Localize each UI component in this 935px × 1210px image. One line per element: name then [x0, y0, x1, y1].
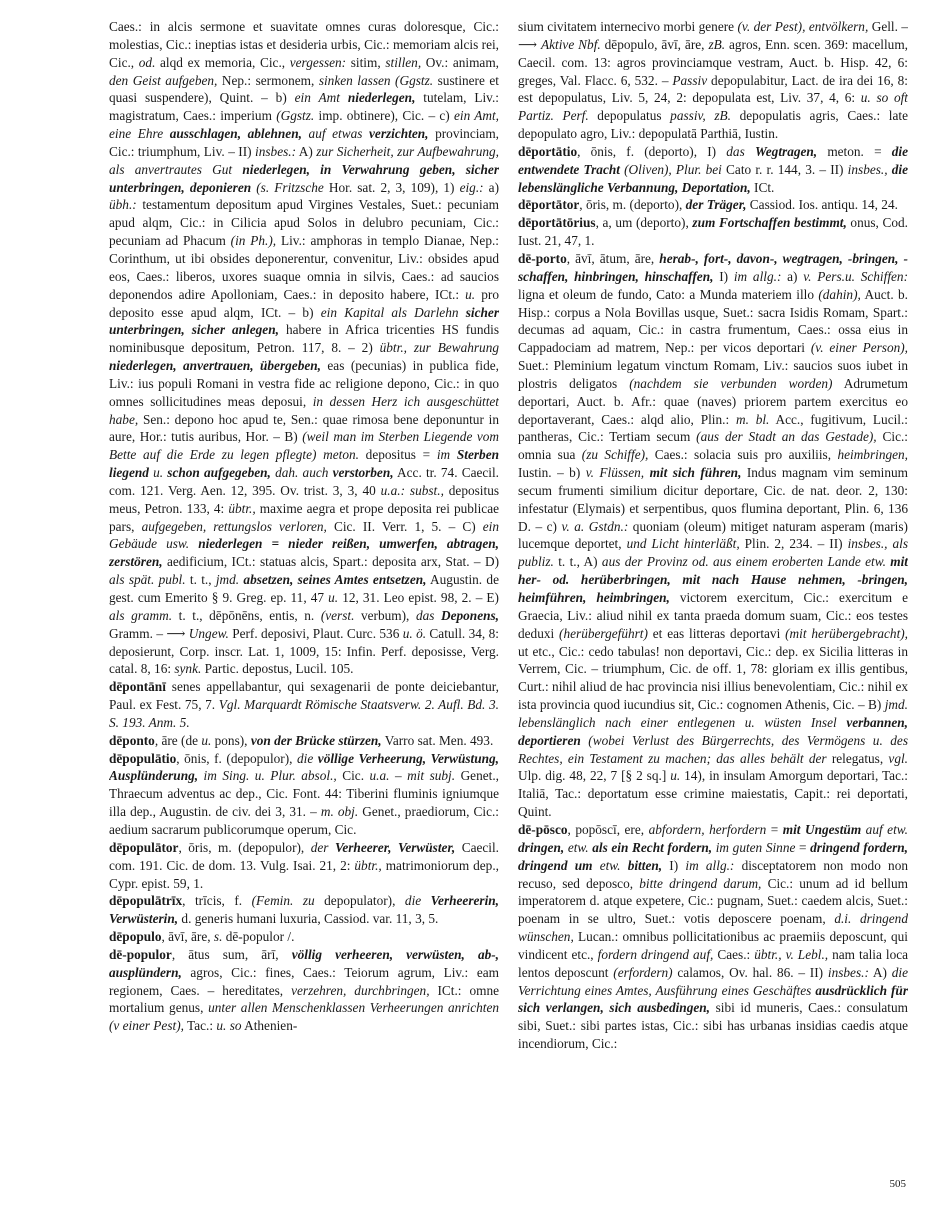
- left-column: [109, 18, 499, 1184]
- left-entry: dēponto, āre (de u. pons), von der Brücke stürzen, Varro sat. Men. 493.: [109, 732, 494, 748]
- right-entry: dē-pōsco, popōscī, ere, abfordern, herfordern = mit Ungestüm auf etw. dringen, etw. als ein Recht fordern, im guten Sinne = dringend fordern, dringend um etw. bitten, I) im allg.: disceptatorem non modo non recuso, sed deposco, bitte dringend darum, Cic.: unum ad id bellum imperatorem d. atque expetere, Cic.: pugnam, Suet.: caedem alcis, Suet.: poenam in se ultro, Suet.: votis deposcere poenam, d.i. dringend wünschen, Lucan.: omnibus pollicitationibus ac praemiis deposcunt, qui vindicent etc., fordern dringend auf, Caes.: übtr., v. Lebl., nam talia loca lentos deposcunt (erfordern) calamos, Ov. hal. 86. – II) insbes.: A) die Verrichtung eines Amtes, Ausführung eines Geschäftes ausdrücklich für sich verlangen, sich ausbedingen, sibi id muneris, Caes.: consulatum sibi, Suet.: sibi partes istas, Cic.: sibi has urbanas insidias caedis atque incendiorum, Cic.:: [518, 821, 908, 1052]
- right-entry: dēportātor, ōris, m. (deporto), der Träger, Cassiod. Ios. antiqu. 14, 24.: [518, 197, 898, 213]
- left-entry: dēpopulātrīx, trīcis, f. (Femin. zu depopulator), die Verheererin, Verwüsterin, d. generis humani luxuria, Cassiod. var. 11, 3, 5.: [109, 893, 499, 927]
- right-column: [518, 18, 908, 1184]
- right-entry: dē-porto, āvī, ātum, āre, herab-, fort-, davon-, wegtragen, -bringen, -schaffen, hinbringen, hinschaffen, I) im allg.: a) v. Pers.u. Schiffen: ligna et oleum de fundo, Cato: a Munda materiem illo (dahin), Auct. b. Hisp.: corpus a Nola Bovillas usque, Suet.: sacra Isidis Romam, Spart.: decumas ad aquam, Cic.: in castra frumentum, Caes.: ossa eius in Cappadociam ad matrem, Nep.: per vicos deportari (v. einer Person), Suet.: Pleminium legatum vinctum Romam, Liv.: saucios suos iubet in plostris deligatos (nachdem sie verbunden worden) Adrumetum deportari, Auct. b. Afr.: quae (naves) priorem partem exercitus eo deportaverant, Caes.: alqd alio, Plin.: m. bl. Acc., fugitivum, Lucil.: pantheras, Cic.: Tertiam secum (aus der Stadt an das Gestade), Cic.: omnia sua (zu Schiffe), Caes.: solacia suis pro auxiliis, heimbringen, Iustin. – b) v. Flüssen, mit sich führen, Indus magnam vim seminum secum frumenti similium dicitur deportare, Cic. de nat. deor. 2, 130: infestatur (Elymais) et serpentibus, quos flumina deportant, Plin. 6, 136 D. – c) v. a. Gstdn.: quoniam (oleum) mitiget naturam asperam (maris) lucemque deportet, und Licht hinterläßt, Plin. 2, 234. – II) insbes., als publiz. t. t., A) aus der Provinz od. aus einem eroberten Lande etw. mit her- od. herüberbringen, mit nach Hause nehmen, -bringen, heimführen, heimbringen, victorem exercitum, Cic.: exercitum e Graecia, Liv.: aliud nihil ex tanta praeda domum suam, Cic.: eos testes deduxi (herübergeführt) et eas litteras deportavi (mit herübergebracht), ut etc., Cic.: cedo tabulas! non deportavi, Cic.: dep. ex Sicilia litteras in Verrem, Cic. – triumphum, Cic. de off. 1, 78: gloriam ex illis gentibus, Curt.: nihil aliud de hac provincia nisi illius benevolentiam, Cic.: nihil ex ista provincia quod iucundius sit, Cic.: cognomen Athenis, Cic. – B) jmd. lebenslänglich nach einer entlegenen u. wüsten Insel verbannen, deportieren (wobei Verlust des Bürgerrechts, des Vermögens u. des Rechtes, ein Testament zu machen; das alles behält der relegatus, vgl. Ulp. dig. 48, 22, 7 [§ 2 sq.] u. 14), in insulam Amorgum deportari, Tac.: Italiā, Tac.: deportatum esse crimine maiestatis, Capit.: rei deportati, Quint.: [518, 250, 908, 820]
- left-entry: dēpopulātio, ōnis, f. (depopulor), die völlige Verheerung, Verwüstung, Ausplünderung, im Sing. u. Plur. absol., Cic. u.a. – mit subj. Genet., Thraecum adventus ac dep., Cic. Font. 44: Tiberini fluminis igniumque illa dep., Augustin. de civ. dei 3, 31. – m. obj. Genet., praediorum, Cic.: aedium sacrarum publicorumque operum, Cic.: [109, 750, 499, 837]
- right-entry: dēportātōrius, a, um (deporto), zum Fortschaffen bestimmt, onus, Cod. Iust. 21, 47, 1.: [518, 215, 908, 249]
- left-entry: dē-populor, ātus sum, ārī, völlig verheeren, verwüsten, ab-, ausplündern, agros, Cic.: fines, Caes.: Teiorum agrum, Liv.: eam regionem, Caes. – hereditates, verzehren, durchbringen, ICt.: omne mortalium genus, unter allen Menschenklassen Verheerungen anrichten (v einer Pest), Tac.: u. so Athenien-: [109, 946, 499, 1034]
- left-entry: Caes.: in alcis sermone et suavitate omnes curas doloresque, Cic.: molestias, Cic.: ineptias istas et desideria urbis, Cic.: memoriam alcis rei, Cic., od. alqd ex memoria, Cic., vergessen: sitim, stillen, Ov.: animam, den Geist aufgeben, Nep.: sermonem, sinken lassen (Ggstz. sustinere et quasi suspendere), Quint. – b) ein Amt niederlegen, tutelam, Liv.: magistratum, Caes.: imperium (Ggstz. imp. obtinere), Cic. – c) ein Amt, eine Ehre ausschlagen, ablehnen, auf etwas verzichten, provinciam, Cic.: triumphum, Liv. – II) insbes.: A) zur Sicherheit, zur Aufbewahrung, als anvertrautes Gut niederlegen, in Verwahrung geben, sicher unterbringen, deponieren (s. Fritzsche Hor. sat. 2, 3, 109), 1) eig.: a) übh.: testamentum depositum apud Virgines Vestales, Suet.: pecuniam apud alqm, Cic.: in Cilicia apud Solos in delubro pecuniam, Cic.: pecuniam ad Phacum (in Ph.), Liv.: amphoras in templo Dianae, Nep.: Corinthum, ut ibi obsides deponerentur, convenitur, Liv.: obsides apud eos, Caes.: liberos, uxores suaque omnia in silvis, Caes.: ad saucios deponendos adire Apolloniam, Caes.: in deposito habere, ICt.: u. pro deposito esse apud alqm, ICt. – b) ein Kapital als Darlehn sicher unterbringen, sicher anlegen, habere in Africa tricenties HS fundis nominibusque depositum, Petron. 117, 8. – 2) übtr., zur Bewahrung niederlegen, anvertrauen, übergeben, eas (pecunias) in publica fide, Liv.: ius populi Romani in vestra fide ac religione depono, Cic.: in quo omnes sollicitudines meas deposui, in dessen Herz ich ausgeschüttet habe, Sen.: depono hoc apud te, Sen.: quae rimosa bene deponuntur in aure, Hor.: tutis auribus, Hor. – B) (weil man im Sterben Liegende vom Bette auf die Erde zu legen pflegte) meton. depositus = im Sterben liegend u. schon aufgegeben, dah. auch verstorben, Acc. tr. 74. Caecil. com. 121. Verg. Aen. 12, 395. Ov. trist. 3, 3, 40 u.a.: subst., depositus meus, Petron. 133, 4: übtr., maxime aegra et prope deposita rei publicae pars, aufgegeben, rettungslos verloren, Cic. II. Verr. 1, 5. – C) ein Gebäude usw. niederlegen = nieder reißen, umwerfen, abtragen, zerstören, aedificium, ICt.: statuas alcis, Spart.: deposita arx, Stat. – D) als spät. publ. t. t., jmd. absetzen, seines Amtes entsetzen, Augustin. de gest. cum Emerito § 9. Greg. ep. 11, 47 u. 12, 31. Leo epist. 98, 2. – E) als gramm. t. t., dēpōnēns, entis, n. (verst. verbum), das Deponens, Gramm. – ⟶ Ungew. Perf. deposivi, Plaut. Curc. 536 u. ö. Catull. 34, 8: deposierunt, Corp. inscr. Lat. 1, 1009, 15: Infin. Perf. deposisse, Verg. catal. 8, 16: synk. Partic. depostus, Lucil. 105.: [109, 19, 499, 677]
- left-entry: dēpontānī senes appellabantur, qui sexagenarii de ponte deiciebantur, Paul. ex Fest. 75, 7. Vgl. Marquardt Römische Staatsverw. 2. Aufl. Bd. 3. S. 193. Anm. 5.: [109, 679, 499, 730]
- page-number: 505: [889, 1178, 906, 1190]
- left-entry: dēpopulo, āvī, āre, s. dē-populor /.: [109, 929, 295, 945]
- left-entry: dēpopulātor, ōris, m. (depopulor), der Verheerer, Verwüster, Caecil. com. 191. Cic. de dom. 13. Vulg. Isai. 21, 2: übtr., matrimoniorum dep., Cypr. epist. 59, 1.: [109, 839, 499, 891]
- right-entry: sium civitatem internecivo morbi genere (v. der Pest), entvölkern, Gell. – ⟶ Aktive Nbf. dēpopulo, āvī, āre, zB. agros, Enn. scen. 369: macellum, Caecil. com. 13: agros provinciamque vestram, Auct. b. Hisp. 42, 6: greges, Val. Flacc. 6, 532. – Passiv depopulabitur, Lact. de ira dei 16, 8: est depopulatus, Liv. 5, 24, 2: depopulata est, Liv. 37, 4, 6: u. so oft Partiz. Perf. depopulatus passiv, zB. depopulatis agris, Caes.: late depopulato agro, Liv.: depopulatā Parthiā, Iustin.: [518, 19, 908, 142]
- right-entry: dēportātio, ōnis, f. (deporto), I) das Wegtragen, meton. = die entwendete Tracht (Oliven), Plur. bei Cato r. r. 144, 3. – II) insbes., die lebenslängliche Verbannung, Deportation, ICt.: [518, 143, 908, 195]
